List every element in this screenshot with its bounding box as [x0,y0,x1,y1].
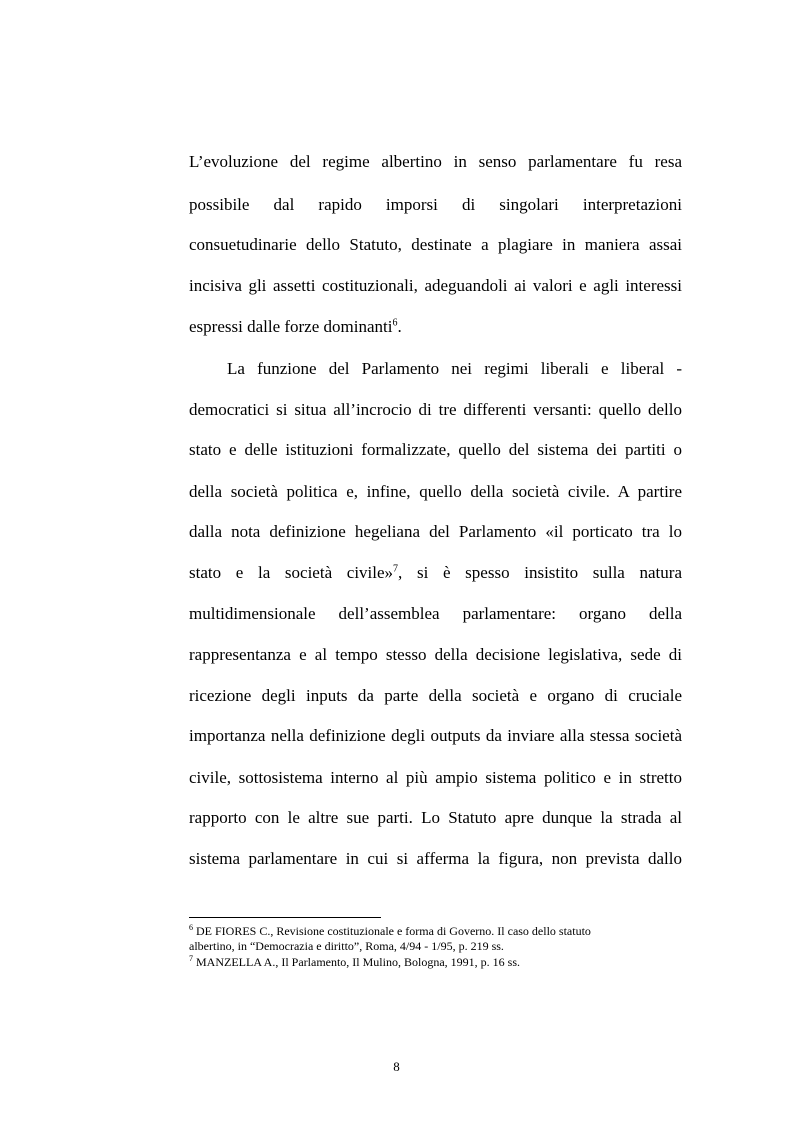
body-line-11 [189,563,682,583]
body-line-3: consuetudinarie dello Statuto, destinate a plagiare in maniera assai [189,235,682,254]
body-line-9: della società politica e, infine, quello della società civile. A partire [189,482,682,501]
body-line-15: importanza nella definizione degli outputs da inviare alla stessa società [189,726,682,745]
footnote-7-number: 7 [189,954,193,963]
body-line-17: rapporto con le altre sue parti. Lo Statuto apre dunque la strada al [189,808,682,827]
sentence-period: . [397,317,402,336]
body-line-7: democratici si situa all’incrocio di tre differenti versanti: quello dello [189,400,682,419]
footnote-ref-6: 6 [392,317,398,329]
footnote-separator [189,917,381,918]
body-line-11-rest: , si è spesso insistito sulla natura [398,563,682,582]
body-line-14: ricezione degli inputs da parte della società e organo di cruciale [189,686,682,705]
body-line-18: sistema parlamentare in cui si afferma la figura, non prevista dallo [189,849,682,868]
body-line-13: rappresentanza e al tempo stesso della decisione legislativa, sede di [189,645,682,664]
footnote-7-text: MANZELLA A., Il Parlamento, Il Mulino, Bologna, 1991, p. 16 ss. [196,955,520,969]
body-line-12: multidimensionale dell’assemblea parlamentare: organo della [189,604,682,623]
footnote-6-text-line1: DE FIORES C., Revisione costituzionale e forma di Governo. Il caso dello statuto [196,924,591,938]
footnote-6 [189,924,682,938]
body-line-5 [189,317,682,337]
page-number: 8 [393,1059,400,1074]
body-line-1: L’evoluzione del regime albertino in senso parlamentare fu resa [189,152,682,171]
body-line-2: possibile dal rapido imporsi di singolari interpretazioni [189,195,682,214]
body-line-6: La funzione del Parlamento nei regimi liberali e liberal - [227,359,682,378]
body-line-16: civile, sottosistema interno al più ampio sistema politico e in stretto [189,768,682,787]
footnote-6-continuation: albertino, in “Democrazia e diritto”, Roma, 4/94 - 1/95, p. 219 ss. [189,939,504,953]
body-line-8: stato e delle istituzioni formalizzate, quello del sistema dei partiti o [189,440,682,459]
footnote-ref-7: 7 [393,563,399,575]
footnote-7 [189,955,682,969]
body-line-5-text: espressi dalle forze dominanti [189,317,393,336]
body-line-11-text: stato e la società civile» [189,563,394,582]
body-line-10: dalla nota definizione hegeliana del Parlamento «il porticato tra lo [189,522,682,541]
footnote-6-number: 6 [189,923,193,932]
body-line-4: incisiva gli assetti costituzionali, adeguandoli ai valori e agli interessi [189,276,682,295]
